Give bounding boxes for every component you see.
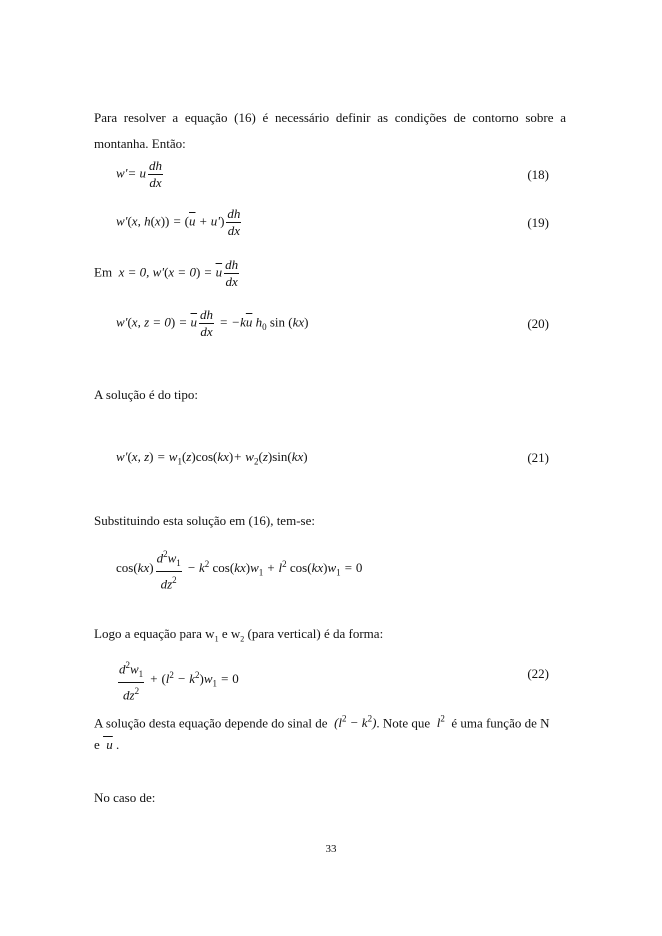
equation-number-18: (18) — [527, 167, 549, 182]
logo-sub-2: 2 — [240, 634, 245, 644]
logo-sub-1: 1 — [214, 634, 219, 644]
equation-22: $\frac{d^2w_1}{dz^2}$ + $(l^2 - k^2)w_1 = 0$ — [116, 657, 239, 703]
dependence-expression: $(l^2 - k^2)$ — [330, 714, 377, 731]
dependence-text-prefix: A solução desta equação depende do sinal de — [94, 715, 328, 731]
equation-20: w'(x, $z = 0) = \overline{u}$ $\frac{dh}{dx}$ = $-k\overline{u}$ $h_0$ sin (kx) — [116, 307, 309, 339]
equation-number-19: (19) — [527, 215, 549, 230]
equation-21: w'(x, $z) = w_1(z)\cos(kx)+ w_2(z)\sin(kx)$ — [116, 449, 308, 467]
logo-text-mid: e w — [218, 626, 241, 641]
paragraph-substituting: Substituindo esta solução em (16), tem-se: — [94, 513, 315, 528]
l-squared-symbol: $l^2$ — [433, 714, 445, 731]
equation-number-20: (20) — [527, 316, 549, 331]
dependence-text-suffix: é uma função de N — [451, 715, 550, 731]
logo-text-prefix: Logo a equação para w — [94, 626, 215, 641]
u-bar-symbol: u — [103, 737, 113, 752]
paragraph-dependence — [94, 706, 566, 736]
paragraph-no-caso: No caso de: — [94, 790, 156, 805]
equation-19: w'(x, $h(x)) = (\overline{u} + u')$ $\frac{dh}{dx}$ — [116, 206, 241, 238]
dependence-text-middle: . Note que — [376, 715, 431, 731]
paragraph-solution-type: A solução é do tipo: — [94, 387, 198, 402]
equation-substituted: cos(kx) $\frac{d^2w_1}{dz^2}$ − $k^2$ $\cos(kx)w_1 + l^2$ $\cos(kx)w_1 = 0$ — [116, 546, 362, 592]
logo-text-suffix: (para vertical) é da forma: — [244, 626, 384, 641]
boundary-condition-line: Em x = 0, $w'(x = 0) = \overline{u}$ $\frac{dh}{dx}$ — [94, 257, 239, 289]
page-number: 33 — [325, 843, 337, 855]
dependence-line2-text: e — [94, 737, 100, 752]
em-label: Em — [94, 264, 113, 280]
paragraph-dependence-line2: e u . — [94, 737, 120, 752]
paragraph-intro: Para resolver a equação (16) é necessário definir as condições de contorno sobre a montanha. Então: — [94, 110, 566, 151]
paragraph-logo — [94, 621, 383, 653]
equation-18: w'= u $\frac{dh}{dx}$ — [116, 158, 162, 190]
equation-number-21: (21) — [527, 450, 549, 465]
equation-number-22: (22) — [527, 666, 549, 681]
